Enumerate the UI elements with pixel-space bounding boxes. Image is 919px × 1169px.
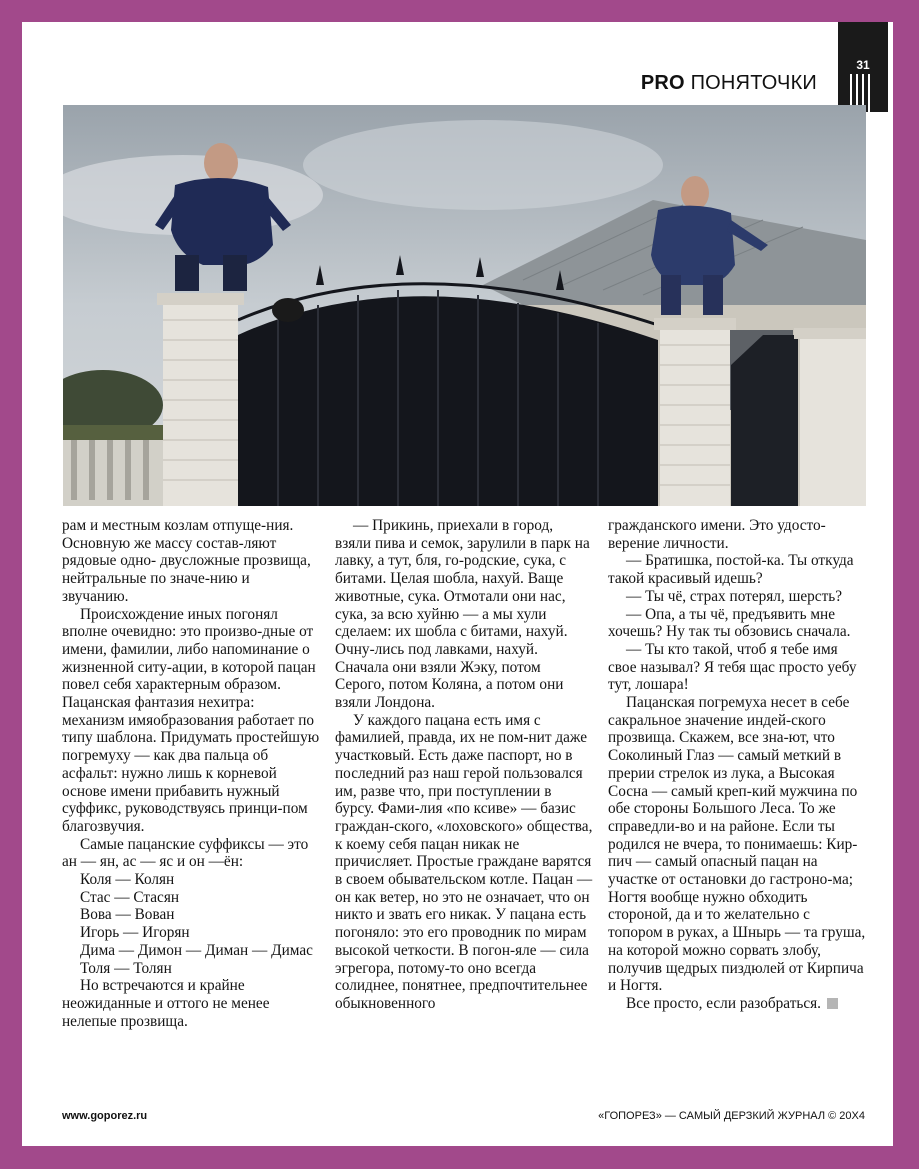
dialogue-line: — Ты кто такой, чтоб я тебе имя свое называл? Я тебя щас просто уебу тут, лошара! xyxy=(608,640,857,694)
paragraph: У каждого пацана есть имя с фамилией, правда, их не пом-нит даже участковый. Есть даже паспорт, но в последний раз наш герой пользовался им, разве что, при поступлении в бурсу. Фами-лия «по ксиве» — базис граждан-ского, «лоховского» общества, к коему себя пацан никак не причисляет. Простые граждане варятся в своем обывательском котле. Пацан — он как ветер, но это не означает, что он никто и звать его никак. У пацана есть погоняло: это его проводник по мирам высокой четкости. В погон-яле — сила эгрегора, потому-то оно всегда солиднее, понятнее, предпочтительнее обыкновенного xyxy=(335,711,593,1012)
magazine-page xyxy=(22,22,893,1146)
list-item: Вова — Вован xyxy=(80,906,175,924)
list-item: Игорь — Игорян xyxy=(80,924,190,942)
page-number-tab xyxy=(838,22,888,112)
list-item: Стас — Стасян xyxy=(80,888,180,906)
closing-text: Все просто, если разобраться. xyxy=(626,994,822,1012)
tab-stripe xyxy=(868,74,870,112)
paragraph: рам и местным козлам отпуще-ния. Основную же массу состав-ляют рядовые одно- двусложные прозвища, нейтральные по значе-нию и звучанию. xyxy=(62,517,311,605)
text-column-2 xyxy=(335,517,593,1013)
paragraph: гражданского имени. Это удосто-верение личности. xyxy=(608,517,826,552)
article-photo xyxy=(63,105,866,506)
list-item: Толя — Толян xyxy=(80,959,172,977)
dialogue-line: — Опа, а ты чё, предъявить мне хочешь? Ну так ты обзовись сначала. xyxy=(608,605,851,641)
closing-paragraph xyxy=(608,995,866,1013)
dialogue-line: — Братишка, постой-ка. Ты откуда такой красивый идешь? xyxy=(608,552,854,588)
paragraph: Происхождение иных погонял вполне очевидно: это произво-дные от имени, фамилии, либо напоминание о жизненной ситу-ации, в которой пацан повел себя характерным образом. Пацанская фантазия нехитра: механизм имяобразования работает по типу шаблона. Придумать простейшую погремуху — как два пальца об асфальт: нужно лишь к корневой основе имени прибавить нужный суффикс, руководствуясь принци-пом благозвучия. xyxy=(62,605,320,835)
paragraph: Самые пацанские суффиксы — это ан — ян, ас — яс и он —ён: xyxy=(62,835,309,871)
list-item: Коля — Колян xyxy=(80,871,175,889)
end-mark-icon xyxy=(827,998,838,1009)
page-number: 31 xyxy=(856,58,870,72)
dialogue-line: — Ты чё, страх потерял, шерсть? xyxy=(626,587,843,605)
paragraph: Но встречаются и крайне неожиданные и оттого не менее нелепые прозвища. xyxy=(62,977,270,1030)
list-item: Дима — Димон — Диман — Димас xyxy=(80,941,313,959)
paragraph: Пацанская погремуха несет в себе сакральное значение индей-ского прозвища. Скажем, все зна-ют, что Соколиный Глаз — самый меткий в прерии стрелок из лука, а Высокая Сосна — самый креп-кий мужчина по обе стороны Большого Леса. То же справедли-во и на районе. Если ты родился не вчера, то понимаешь: Кир-пич — самый опасный пацан на участке от остановки до гастроно-ма; Ногтя вообще нужно обходить стороной, да и то желательно с топором в руках, а Шнырь — та груша, на которой можно сорвать злобу, получив щедрых пиздюлей от Кирпича и Ногтя. xyxy=(608,694,866,995)
section-title-rest: ПОНЯТОЧКИ xyxy=(684,72,817,94)
footer-site-link[interactable]: www.goporez.ru xyxy=(62,1110,148,1122)
section-title-bold: PRO xyxy=(640,72,685,94)
paragraph: — Прикинь, приехали в город, взяли пива и семок, зарулили в парк на лавку, а тут, бля, го-родские, сука, с битами. Целая шобла, нахуй. Ваще животные, сука. Отмотали они нас, сука, за всю хуйню — а мы хули сделаем: их шобла с битами, нахуй. Очну-лись под лавками, нахуй. Сначала они взяли Жэку, потом Серого, потом Коляна, а потом они взяли Лондона. xyxy=(335,517,590,712)
section-title xyxy=(641,72,817,95)
photo-illustration xyxy=(63,105,866,506)
footer-tagline: «ГОПОРЕЗ» — САМЫЙ ДЕРЗКИЙ ЖУРНАЛ © 20Х4 xyxy=(598,1110,865,1122)
text-column-1 xyxy=(62,517,320,1030)
text-column-3 xyxy=(608,517,866,1013)
